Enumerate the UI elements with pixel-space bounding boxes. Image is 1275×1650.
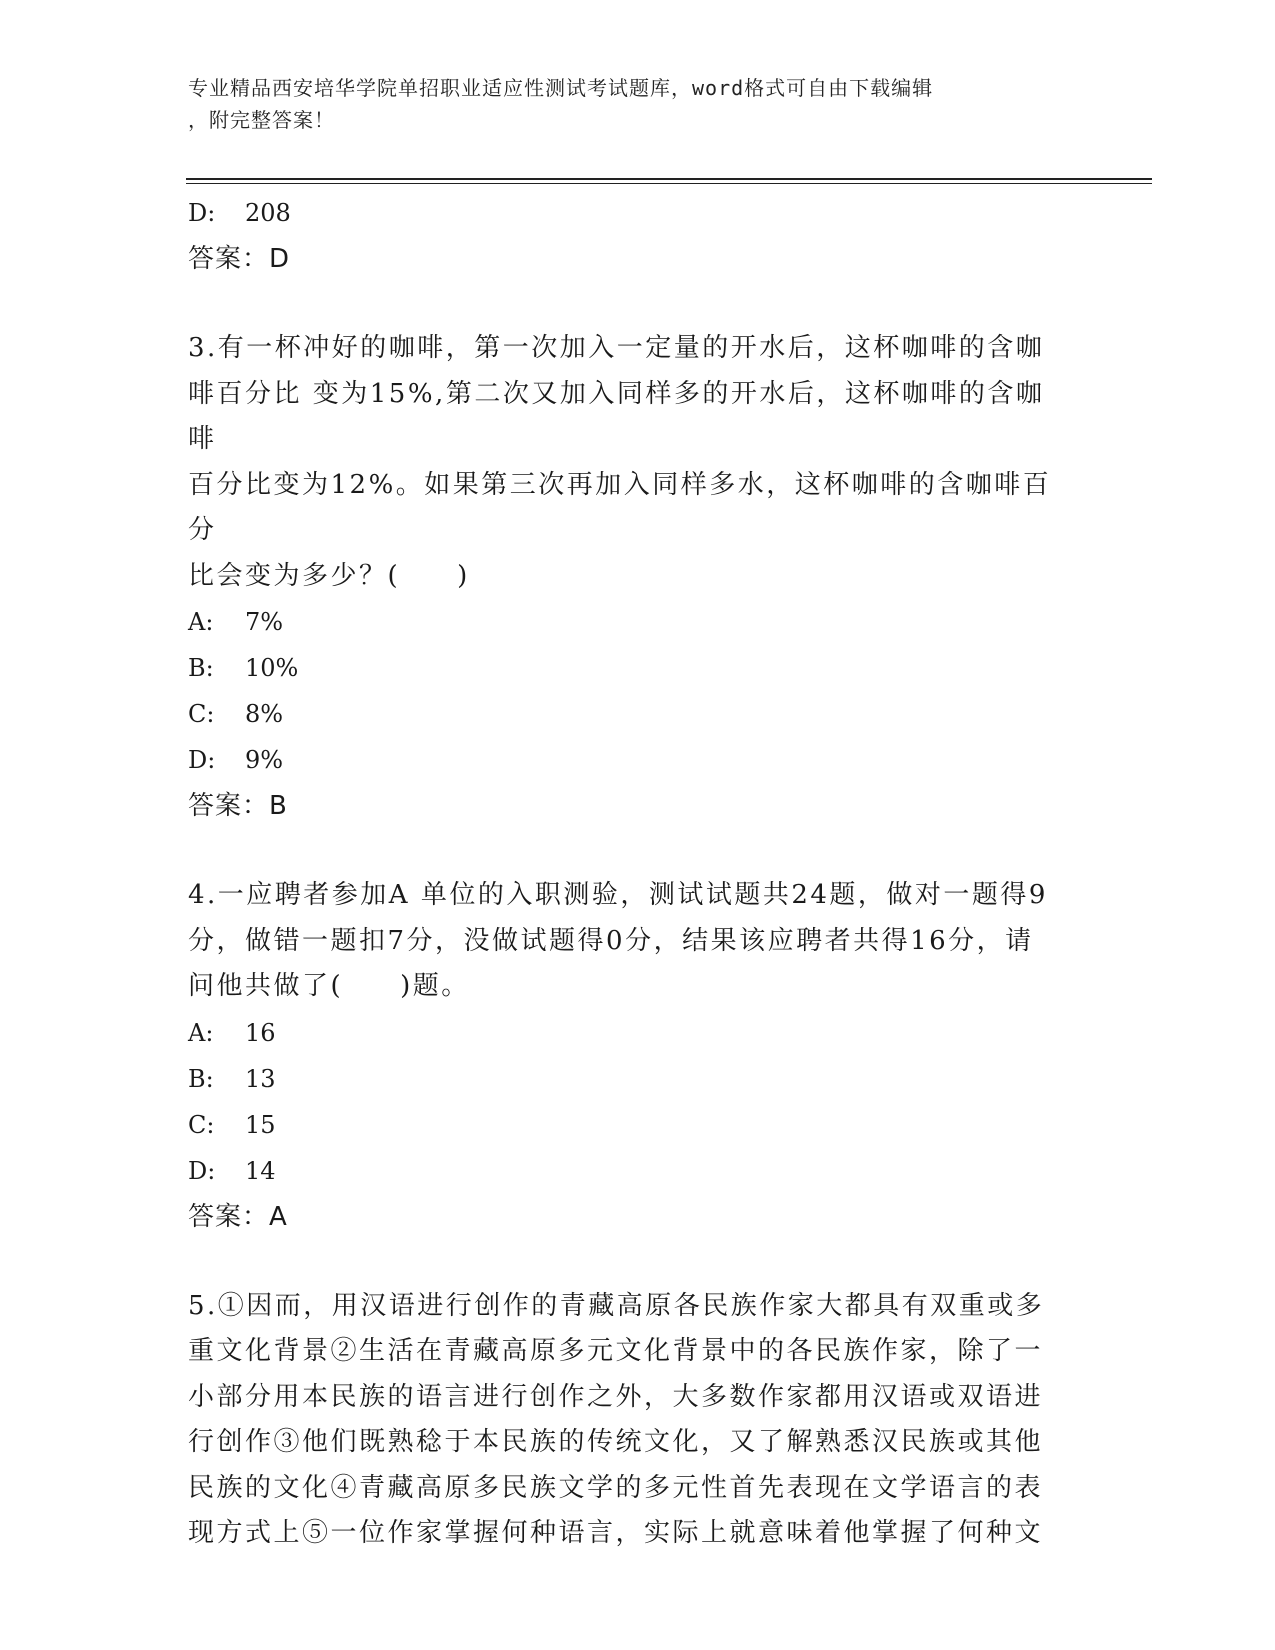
question-line: 百分比变为12%。如果第三次再加入同样多水，这杯咖啡的含咖啡百分 [188, 469, 1052, 545]
question-text [188, 1284, 1068, 1557]
answer-line: 答案：B [188, 791, 288, 821]
option-c [188, 691, 1088, 737]
option-text: 14 [245, 1156, 276, 1185]
option-d [188, 190, 1088, 236]
option-text: 10% [245, 654, 299, 682]
page-header [188, 72, 1068, 136]
option-b [188, 645, 1088, 691]
option-label: C: [188, 1110, 215, 1139]
option-label: B: [188, 654, 214, 682]
question-4 [188, 873, 1088, 1240]
option-d [188, 1148, 1088, 1194]
header-line-1: 专业精品西安培华学院单招职业适应性测试考试题库，word格式可自由下载编辑 [188, 76, 934, 100]
question-line: 重文化背景②生活在青藏高原多元文化背景中的各民族作家，除了一 [188, 1336, 1044, 1366]
header-divider-thick [186, 178, 1152, 180]
header-divider-thin [186, 183, 1152, 184]
question-line: 5.①因而，用汉语进行创作的青藏高原各民族作家大都具有双重或多 [188, 1290, 1045, 1321]
option-text: 9% [245, 746, 284, 774]
option-text: 16 [245, 1018, 276, 1047]
question-line: 分，做错一题扣7分，没做试题得0分，结果该应聘者共得16分，请 [188, 925, 1034, 956]
option-label: B: [188, 1064, 214, 1093]
question-line: 问他共做了( )题。 [188, 971, 470, 1001]
question-text [188, 326, 1068, 599]
document-body [188, 190, 1088, 1557]
option-text: 8% [245, 700, 284, 728]
option-text: 13 [245, 1064, 276, 1093]
option-text: 15 [245, 1110, 276, 1139]
option-label: D: [188, 746, 216, 774]
question-5 [188, 1284, 1088, 1557]
question-line: 比会变为多少？( ) [188, 560, 470, 591]
option-text: 7% [245, 608, 284, 636]
question-2-tail [188, 190, 1088, 282]
option-a [188, 1010, 1088, 1056]
question-line: 啡百分比 变为15%,第二次又加入同样多的开水后，这杯咖啡的含咖啡 [188, 378, 1045, 454]
question-text [188, 873, 1068, 1010]
question-line: 民族的文化④青藏高原多民族文学的多元性首先表现在文学语言的表 [188, 1472, 1044, 1503]
option-label: C: [188, 700, 215, 728]
option-d [188, 737, 1088, 783]
question-3 [188, 326, 1088, 829]
question-line: 3.有一杯冲好的咖啡，第一次加入一定量的开水后，这杯咖啡的含咖 [188, 333, 1045, 363]
header-line-2: ，附完整答案！ [188, 108, 335, 132]
option-label: D: [188, 1156, 216, 1185]
option-label: D: [188, 199, 216, 227]
question-line: 4.一应聘者参加A 单位的入职测验，测试试题共24题，做对一题得9 [188, 880, 1048, 910]
option-label: A: [188, 1018, 214, 1047]
answer-line: 答案：D [188, 244, 291, 274]
option-b [188, 1056, 1088, 1102]
option-text: 208 [245, 199, 291, 227]
option-c [188, 1102, 1088, 1148]
option-a [188, 599, 1088, 645]
question-line: 行创作③他们既熟稔于本民族的传统文化，又了解熟悉汉民族或其他 [188, 1427, 1044, 1457]
question-line: 现方式上⑤一位作家掌握何种语言，实际上就意味着他掌握了何种文 [188, 1518, 1044, 1548]
answer-line: 答案：A [188, 1201, 288, 1232]
option-label: A: [188, 608, 214, 636]
question-line: 小部分用本民族的语言进行创作之外，大多数作家都用汉语或双语进 [188, 1381, 1044, 1412]
